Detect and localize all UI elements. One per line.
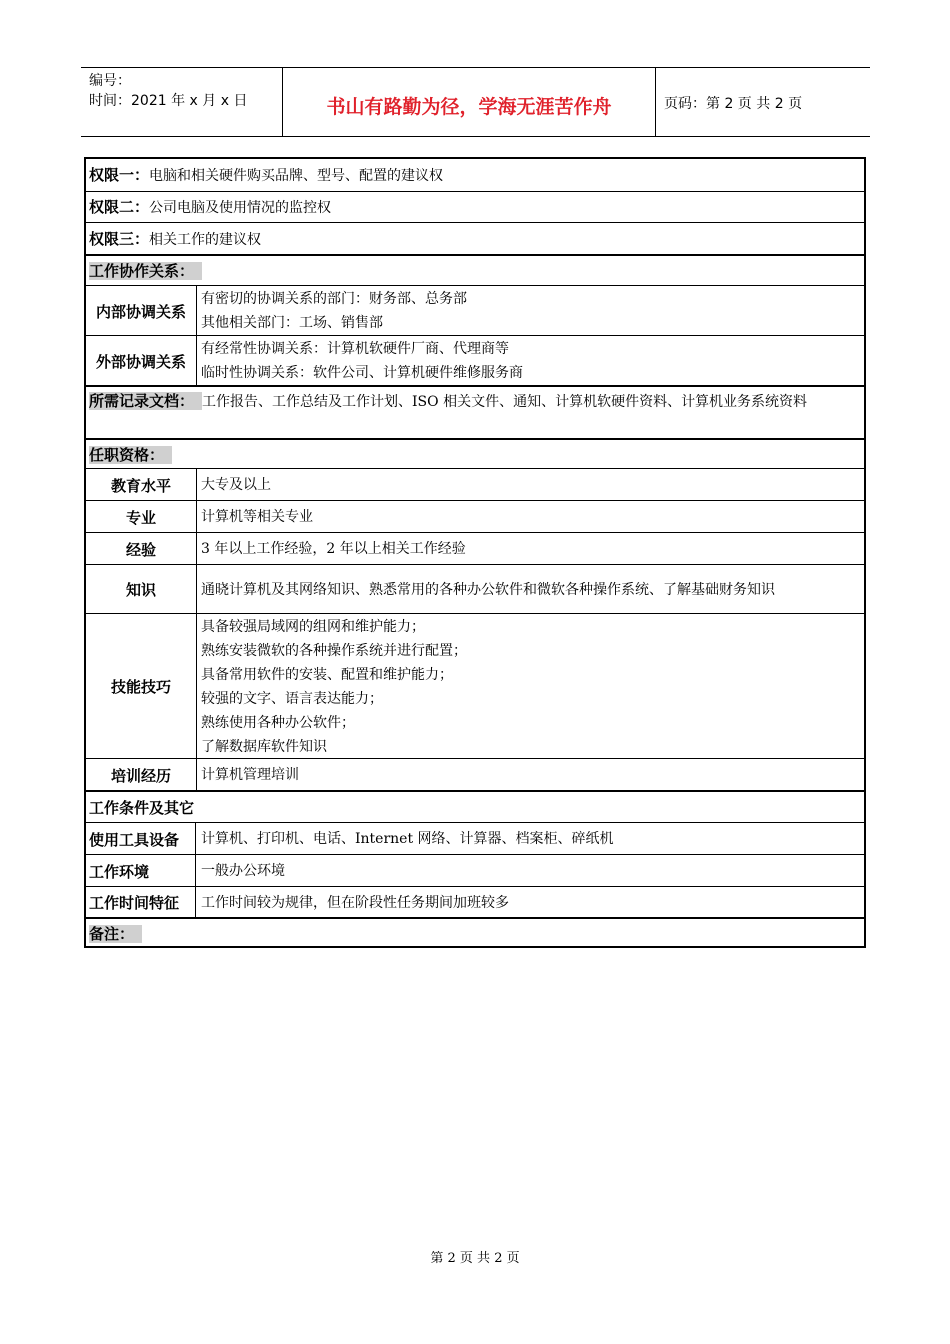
external-collab-line: 有经常性协调关系：计算机软硬件厂商、代理商等 bbox=[201, 341, 509, 357]
knowledge-label: 知识 bbox=[86, 565, 197, 614]
skills-row bbox=[86, 613, 864, 759]
training-row bbox=[86, 758, 864, 791]
internal-collab-row bbox=[86, 285, 864, 336]
environment-value: 一般办公环境 bbox=[201, 863, 285, 879]
collab-section-title bbox=[86, 254, 864, 287]
header-page-cell bbox=[656, 68, 870, 136]
internal-collab-line: 其他相关部门：工场、销售部 bbox=[201, 315, 383, 331]
experience-value: 3 年以上工作经验，2 年以上相关工作经验 bbox=[201, 541, 466, 557]
authority-row-1 bbox=[86, 159, 864, 191]
education-value: 大专及以上 bbox=[201, 477, 271, 493]
environment-row bbox=[86, 854, 864, 887]
external-collab-value bbox=[197, 336, 864, 386]
internal-collab-line: 有密切的协调关系的部门：财务部、总务部 bbox=[201, 291, 467, 307]
date-label: 时间：2021 年 x 月 x 日 bbox=[89, 93, 248, 109]
skill-item: 熟练安装微软的各种操作系统并进行配置； bbox=[201, 642, 467, 659]
education-label: 教育水平 bbox=[86, 469, 197, 501]
worktime-value: 工作时间较为规律，但在阶段性任务期间加班较多 bbox=[201, 894, 509, 911]
remarks-label: 备注： bbox=[89, 925, 142, 943]
skill-item: 具备较强局域网的组网和维护能力； bbox=[201, 618, 425, 635]
knowledge-row bbox=[86, 564, 864, 614]
experience-label: 经验 bbox=[86, 533, 197, 565]
records-text: 工作报告、工作总结及工作计划、ISO 相关文件、通知、计算机软硬件资料、计算机业务系统资料 bbox=[202, 394, 808, 410]
skill-item: 熟练使用各种办公软件； bbox=[201, 714, 355, 731]
major-row bbox=[86, 500, 864, 533]
internal-collab-label: 内部协调关系 bbox=[86, 286, 197, 336]
knowledge-value: 通晓计算机及其网络知识、熟悉常用的各种办公软件和微软各种操作系统、了解基础财务知识 bbox=[201, 581, 775, 598]
job-description-table bbox=[84, 157, 866, 948]
authority-text: 公司电脑及使用情况的监控权 bbox=[149, 200, 332, 216]
training-value: 计算机管理培训 bbox=[201, 767, 299, 783]
number-label: 编号： bbox=[89, 73, 131, 89]
environment-label: 工作环境 bbox=[86, 855, 196, 887]
major-label: 专业 bbox=[86, 501, 197, 533]
authority-row-3 bbox=[86, 222, 864, 255]
worktime-row bbox=[86, 886, 864, 918]
page-footer: 第 2 页 共 2 页 bbox=[430, 1251, 520, 1266]
external-collab-line: 临时性协调关系：软件公司、计算机硬件维修服务商 bbox=[201, 365, 523, 381]
records-row bbox=[86, 385, 864, 438]
conditions-title: 工作条件及其它 bbox=[89, 799, 195, 817]
experience-row bbox=[86, 532, 864, 565]
internal-collab-value bbox=[197, 286, 864, 336]
authority-text: 相关工作的建议权 bbox=[149, 232, 262, 248]
tools-value: 计算机、打印机、电话、Internet 网络、计算器、档案柜、碎纸机 bbox=[201, 831, 614, 847]
conditions-section-title bbox=[86, 790, 864, 824]
authority-text: 电脑和相关硬件购买品牌、型号、配置的建议权 bbox=[149, 168, 444, 184]
training-label: 培训经历 bbox=[86, 759, 197, 791]
skill-item: 较强的文字、语言表达能力； bbox=[201, 690, 383, 707]
qualification-section-title bbox=[86, 438, 864, 470]
external-collab-row bbox=[86, 335, 864, 386]
external-collab-label: 外部协调关系 bbox=[86, 336, 197, 386]
header-motto-cell bbox=[283, 68, 656, 136]
authority-label: 权限三： bbox=[89, 230, 150, 248]
header-meta bbox=[81, 68, 283, 136]
education-row bbox=[86, 468, 864, 501]
page-number: 页码：第 2 页 共 2 页 bbox=[664, 96, 803, 112]
page-header bbox=[81, 67, 870, 137]
motto: 书山有路勤为径，学海无涯苦作舟 bbox=[326, 96, 612, 118]
collab-title: 工作协作关系： bbox=[89, 262, 202, 280]
authority-row-2 bbox=[86, 191, 864, 223]
tools-row bbox=[86, 822, 864, 855]
skills-label: 技能技巧 bbox=[86, 614, 197, 759]
qualification-title: 任职资格： bbox=[89, 446, 172, 464]
records-label: 所需记录文档： bbox=[89, 392, 202, 410]
tools-label: 使用工具设备 bbox=[86, 823, 196, 855]
remarks-row bbox=[86, 917, 864, 948]
major-value: 计算机等相关专业 bbox=[201, 509, 313, 525]
skill-item: 具备常用软件的安装、配置和维护能力； bbox=[201, 666, 453, 683]
skill-item: 了解数据库软件知识 bbox=[201, 738, 327, 755]
authority-label: 权限一： bbox=[89, 166, 150, 184]
authority-label: 权限二： bbox=[89, 198, 150, 216]
skills-value bbox=[197, 614, 864, 759]
worktime-label: 工作时间特征 bbox=[86, 887, 196, 918]
